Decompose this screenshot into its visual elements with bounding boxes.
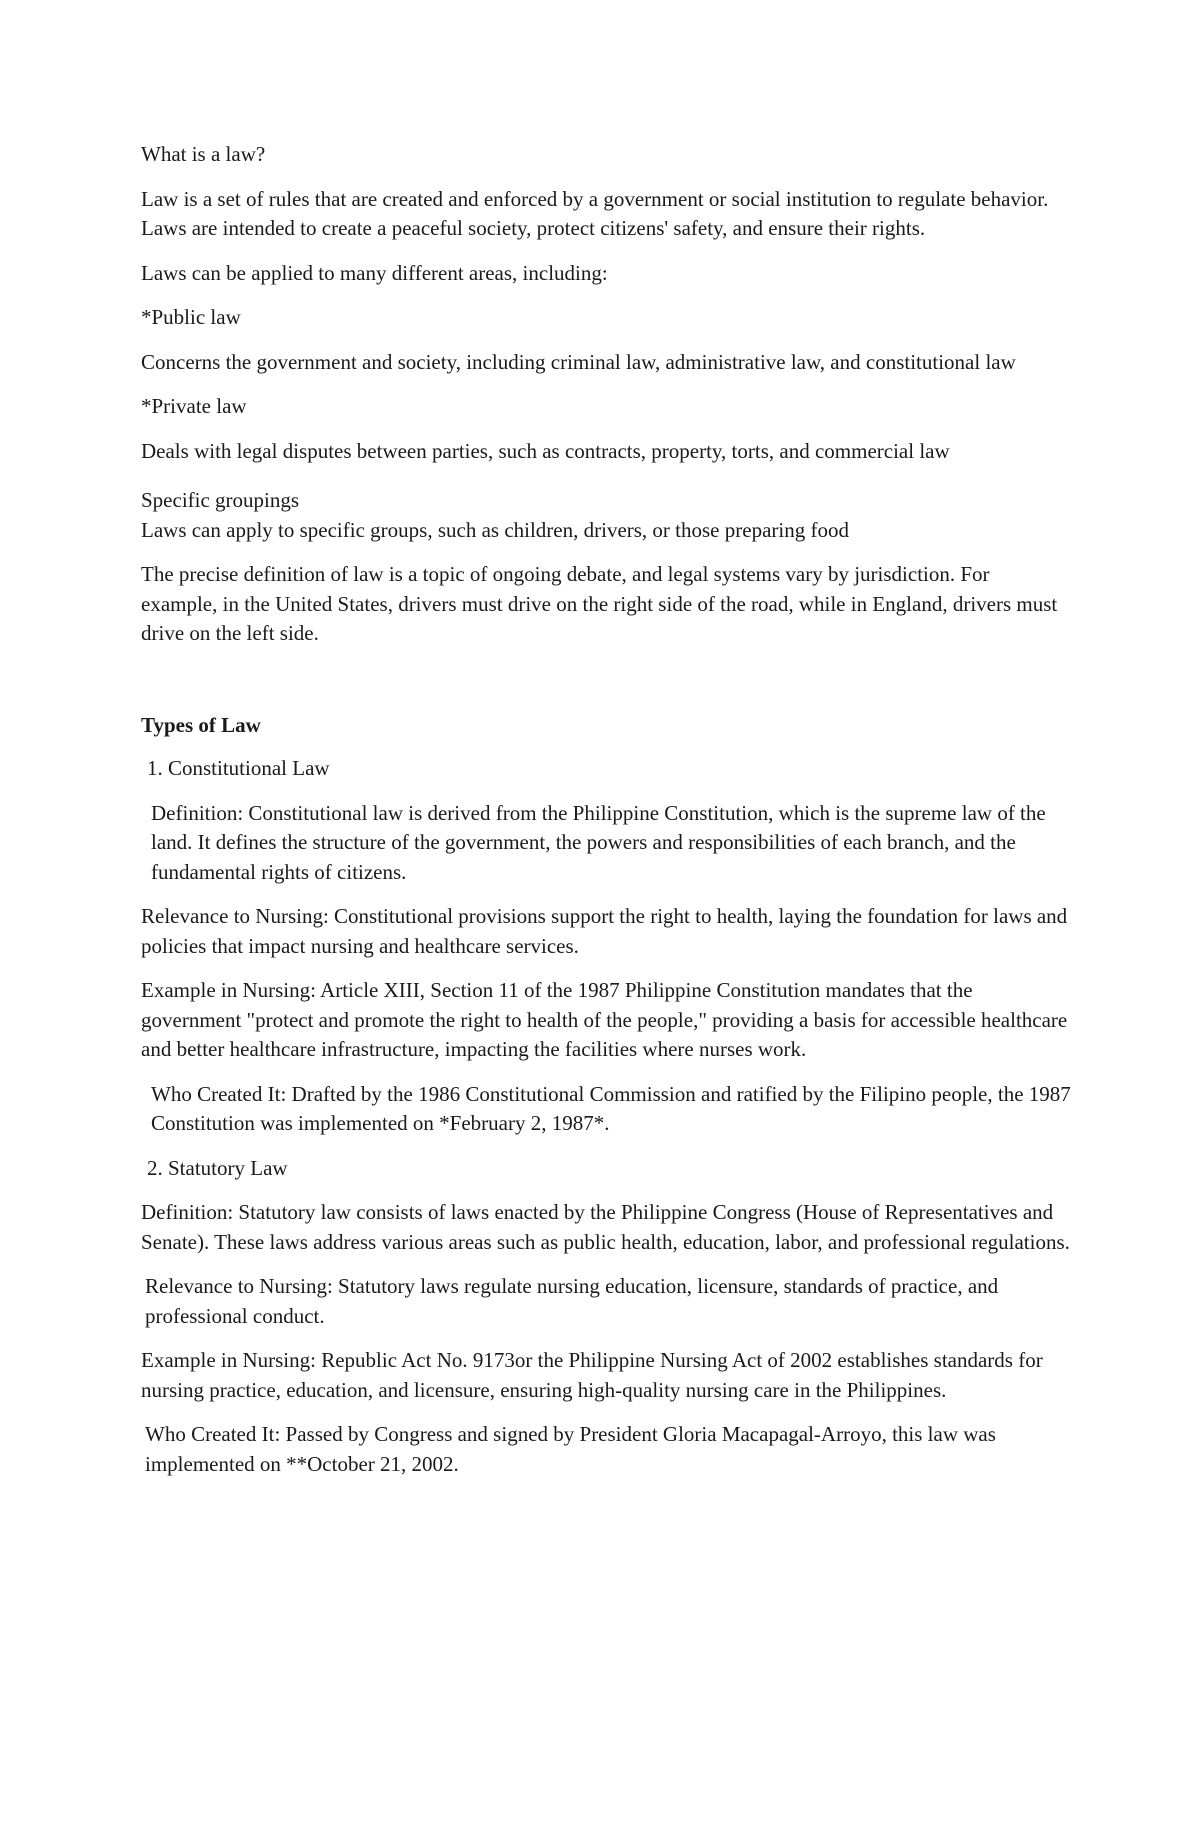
statutory-law-title: 2. Statutory Law	[147, 1155, 288, 1180]
specific-groupings-description: Laws can apply to specific groups, such as children, drivers, or those preparing food	[141, 517, 849, 542]
types-of-law-heading: Types of Law	[141, 712, 261, 737]
private-law-heading: *Private law	[141, 394, 247, 418]
intro-question: What is a law?	[141, 142, 266, 166]
specific-groupings-heading: Specific groupings	[141, 488, 300, 512]
intro-areas: Laws can be applied to many different areas, including:	[141, 260, 608, 285]
statutory-law-example: Example in Nursing: Republic Act No. 9173or the Philippine Nursing Act of 2002 establishes standards for nursing practice, education, and licensure, ensuring high-quality nursing care in the Philippines.	[141, 1348, 1043, 1402]
public-law-heading: *Public law	[141, 305, 241, 329]
document-body	[141, 140, 1071, 1494]
constitutional-law-relevance: Relevance to Nursing: Constitutional provisions support the right to health, laying the foundation for laws and policies that impact nursing and healthcare services.	[141, 904, 1068, 958]
constitutional-law-definition: Definition: Constitutional law is derived from the Philippine Constitution, which is the supreme law of the land. It defines the structure of the government, the powers and responsibilities of each branch, and the fundamental rights of citizens.	[151, 800, 1046, 884]
statutory-law-relevance: Relevance to Nursing: Statutory laws regulate nursing education, licensure, standards of practice, and professional conduct.	[145, 1274, 999, 1328]
constitutional-law-creator: Who Created It: Drafted by the 1986 Constitutional Commission and ratified by the Filipino people, the 1987 Constitution was implemented on *February 2, 1987*.	[151, 1081, 1071, 1135]
constitutional-law-example: Example in Nursing: Article XIII, Section 11 of the 1987 Philippine Constitution mandates that the government "protect and promote the right to health of the people," providing a basis for accessible healthcare and better healthcare infrastructure, impacting the facilities where nurses work.	[141, 978, 1068, 1061]
statutory-law-creator: Who Created It: Passed by Congress and signed by President Gloria Macapagal-Arroyo, this law was implemented on **October 21, 2002.	[145, 1422, 996, 1476]
statutory-law-definition: Definition: Statutory law consists of laws enacted by the Philippine Congress (House of Representatives and Senate). These laws address various areas such as public health, education, labor, and professional regulations.	[141, 1200, 1070, 1254]
public-law-description: Concerns the government and society, including criminal law, administrative law, and constitutional law	[141, 349, 1016, 374]
constitutional-law-title: 1. Constitutional Law	[147, 756, 330, 780]
intro-definition: Law is a set of rules that are created and enforced by a government or social institution to regulate behavior. Laws are intended to create a peaceful society, protect citizens' safety, and ensure their rights.	[141, 186, 1049, 240]
private-law-description: Deals with legal disputes between parties, such as contracts, property, torts, and commercial law	[141, 438, 950, 463]
intro-closing: The precise definition of law is a topic of ongoing debate, and legal systems vary by jurisdiction. For example, in the United States, drivers must drive on the right side of the road, while in England, drivers must drive on the left side.	[141, 562, 1058, 645]
